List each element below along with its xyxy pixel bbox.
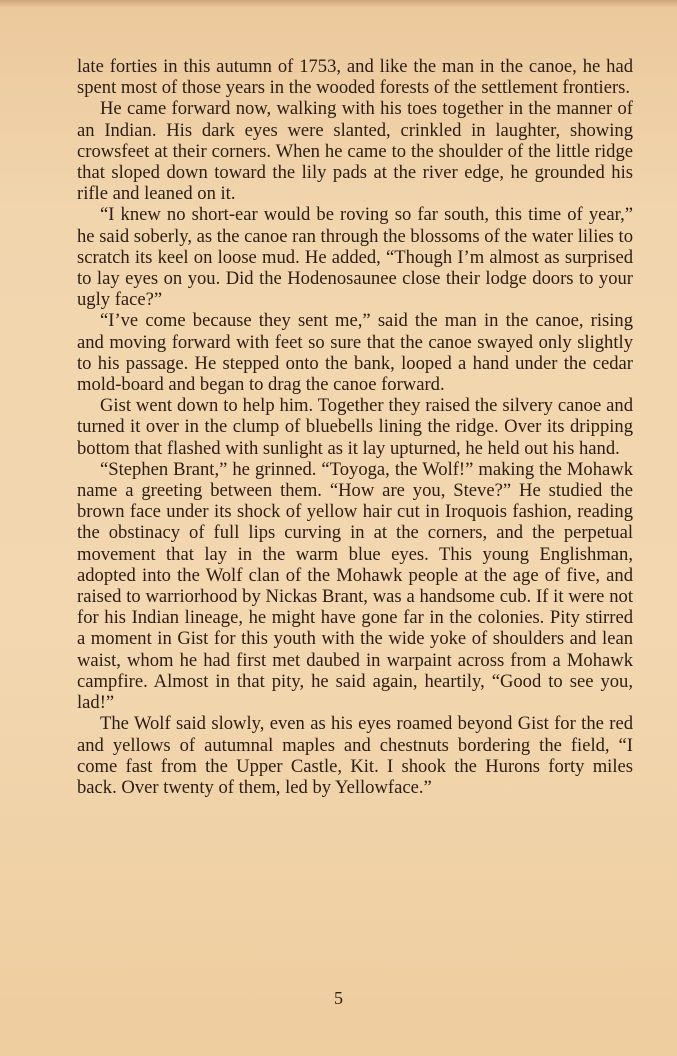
paragraph: “Stephen Brant,” he grinned. “Toyoga, the Wolf!” making the Mohawk name a greeting between them. “How are you, Steve?” He studied the brown face under its shock of yellow hair cut in Iroquois fashion, reading the obstinacy of full lips curving in at the corners, and the perpetual movement that lay in the warm blue eyes. This young Englishman, adopted into the Wolf clan of the Mohawk people at the age of five, and raised to warriorhood by Nickas Brant, was a handsome cub. If it were not for his Indian lineage, he might have gone far in the colonies. Pity stirred a moment in Gist for this youth with the wide yoke of shoulders and lean waist, whom he had first met daubed in warpaint across from a Mohawk campfire. Almost in that pity, he said again, heartily, “Good to see you, lad!” xyxy=(77,458,633,714)
book-page-text xyxy=(77,56,633,798)
paragraph: He came forward now, walking with his toes together in the manner of an Indian. His dark eyes were slanted, crinkled in laughter, showing crowsfeet at their corners. When he came to the shoulder of the little ridge that sloped down toward the lily pads at the river edge, he grounded his rifle and leaned on it. xyxy=(77,98,633,205)
paragraph: The Wolf said slowly, even as his eyes roamed beyond Gist for the red and yellows of autumnal maples and chestnuts bordering the field, “I come fast from the Upper Castle, Kit. I shook the Hurons forty miles back. Over twenty of them, led by Yellowface.” xyxy=(77,713,633,798)
page-edge-shadow xyxy=(0,0,677,8)
page-number: 5 xyxy=(334,988,343,1008)
paragraph: “I knew no short-ear would be roving so far south, this time of year,” he said soberly, as the canoe ran through the blossoms of the water lilies to scratch its keel on loose mud. He added, “Though I’m almost as surprised to lay eyes on you. Did the Hodenosaunee close their lodge doors to your ugly face?” xyxy=(77,204,633,311)
paragraph: “I’ve come because they sent me,” said the man in the canoe, rising and moving forward with feet so sure that the canoe swayed only slightly to his passage. He stepped onto the bank, looped a hand under the cedar mold-board and began to drag the canoe forward. xyxy=(77,310,633,396)
paragraph: Gist went down to help him. Together they raised the silvery canoe and turned it over in the clump of bluebells lining the ridge. Over its dripping bottom that flashed with sunlight as it lay upturned, he held out his hand. xyxy=(77,395,633,459)
paragraph-continuation: late forties in this autumn of 1753, and like the man in the canoe, he had spent most of those years in the wooded forests of the settlement frontiers. xyxy=(77,56,633,99)
